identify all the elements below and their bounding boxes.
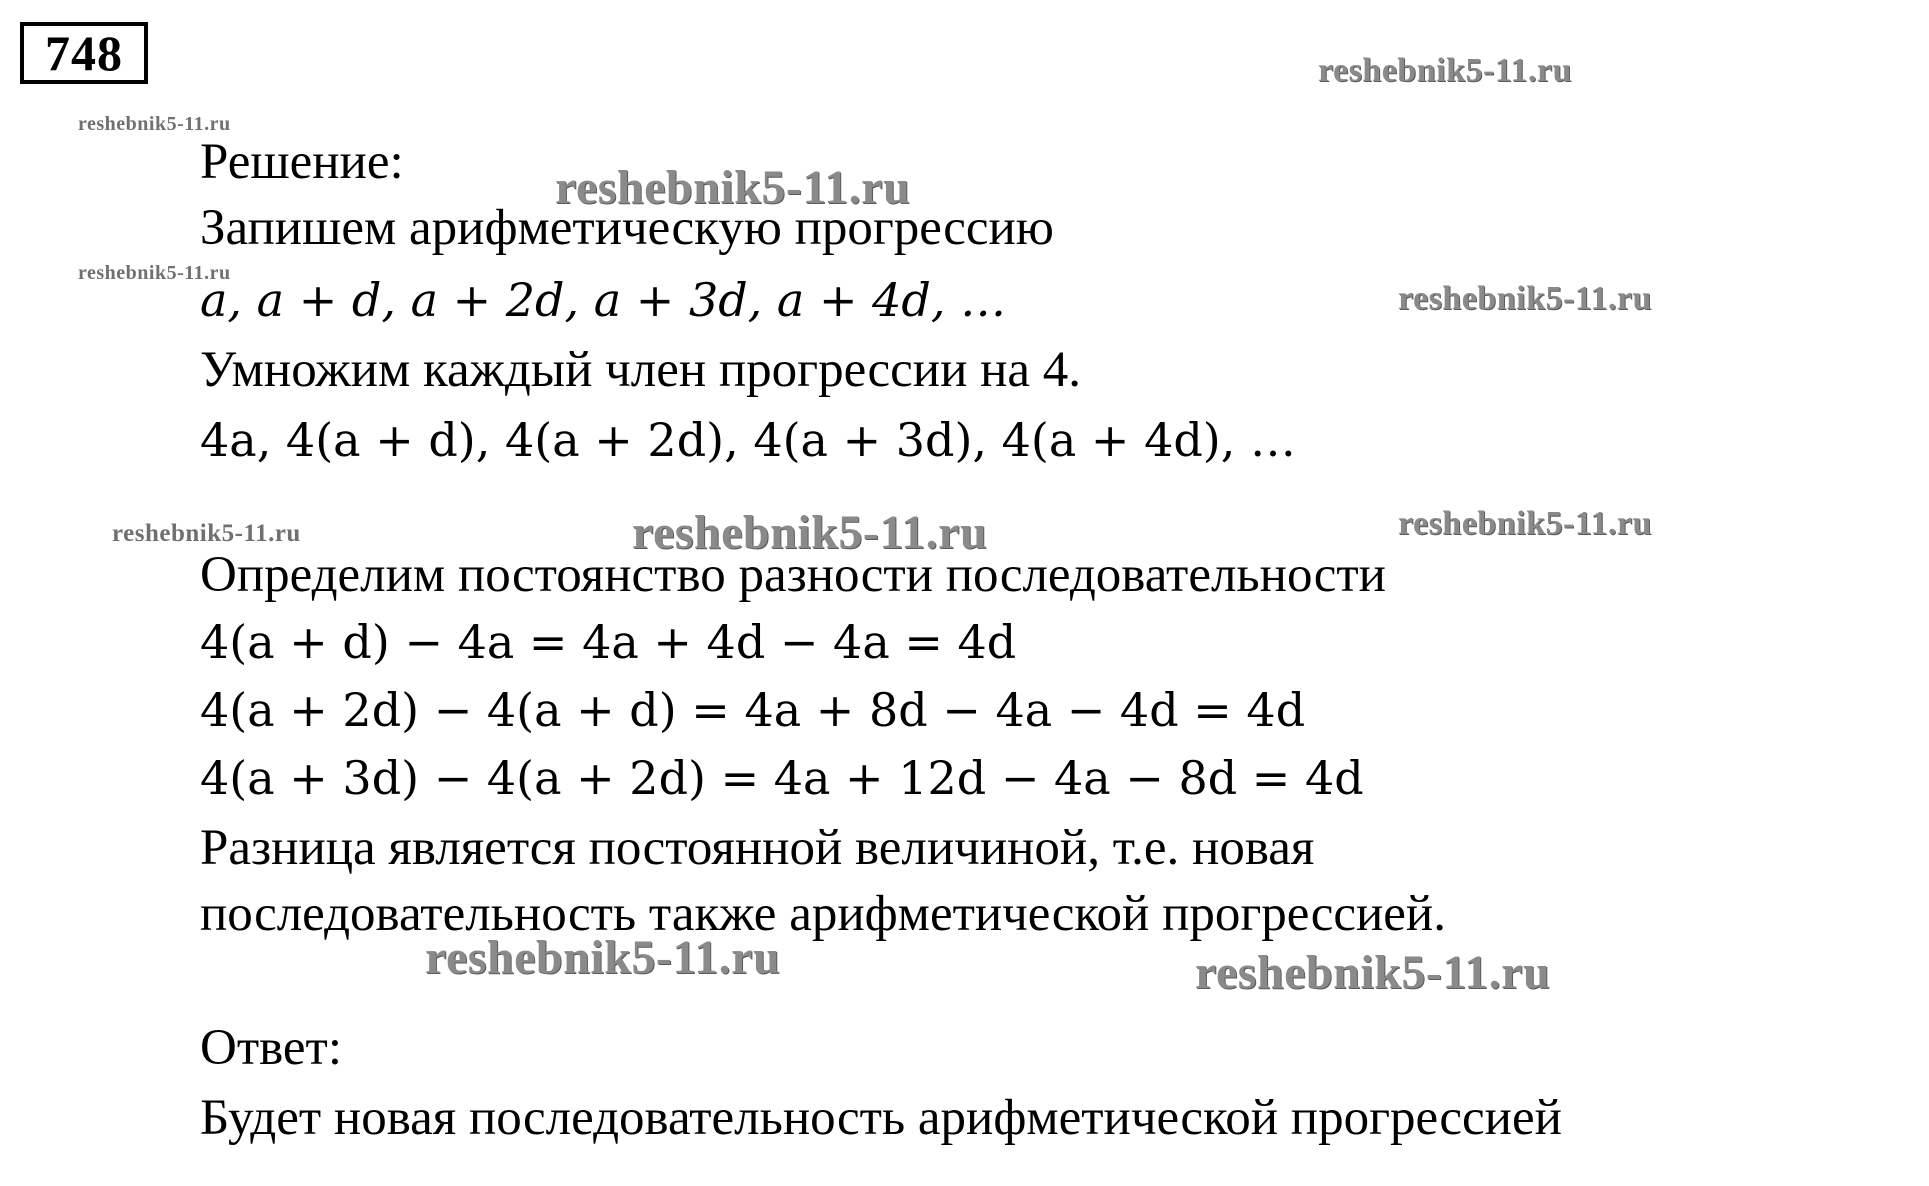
difference-2: 4(a + 2d) − 4(a + d) = 4a + 8d − 4a − 4d = 4d [200, 683, 1306, 737]
watermark: reshebnik5-11.ru [1398, 505, 1652, 542]
watermark: reshebnik5-11.ru [555, 161, 911, 214]
answer-heading: Ответ: [200, 1020, 342, 1076]
problem-number: 748 [20, 22, 148, 84]
difference-1: 4(a + d) − 4a = 4a + 4d − 4a = 4d [200, 615, 1017, 669]
answer-text: Будет новая последовательность арифметической прогрессией [200, 1090, 1562, 1146]
watermark: reshebnik5-11.ru [1318, 52, 1572, 89]
solution-heading: Решение: [200, 134, 404, 190]
watermark: reshebnik5-11.ru [1195, 946, 1551, 999]
conclusion-line-2: последовательность также арифметической прогрессией. [200, 886, 1446, 942]
watermark: reshebnik5-11.ru [632, 506, 988, 559]
solution-intro: Запишем арифметическую прогрессию [200, 200, 1054, 256]
define-text: Определим постоянство разности последовательности [200, 547, 1386, 603]
conclusion-line-1: Разница является постоянной величиной, т.е. новая [200, 820, 1315, 876]
watermark: reshebnik5-11.ru [1398, 280, 1652, 317]
progression-formula: a, a + d, a + 2d, a + 3d, a + 4d, … [200, 273, 1007, 327]
multiply-text: Умножим каждый член прогрессии на 4. [200, 342, 1082, 398]
watermark: reshebnik5-11.ru [78, 113, 231, 135]
watermark: reshebnik5-11.ru [425, 931, 781, 984]
multiplied-progression: 4a, 4(a + d), 4(a + 2d), 4(a + 3d), 4(a + 4d), … [200, 413, 1296, 467]
watermark: reshebnik5-11.ru [78, 262, 231, 284]
watermark: reshebnik5-11.ru [112, 520, 301, 547]
difference-3: 4(a + 3d) − 4(a + 2d) = 4a + 12d − 4a − 8d = 4d [200, 751, 1364, 805]
